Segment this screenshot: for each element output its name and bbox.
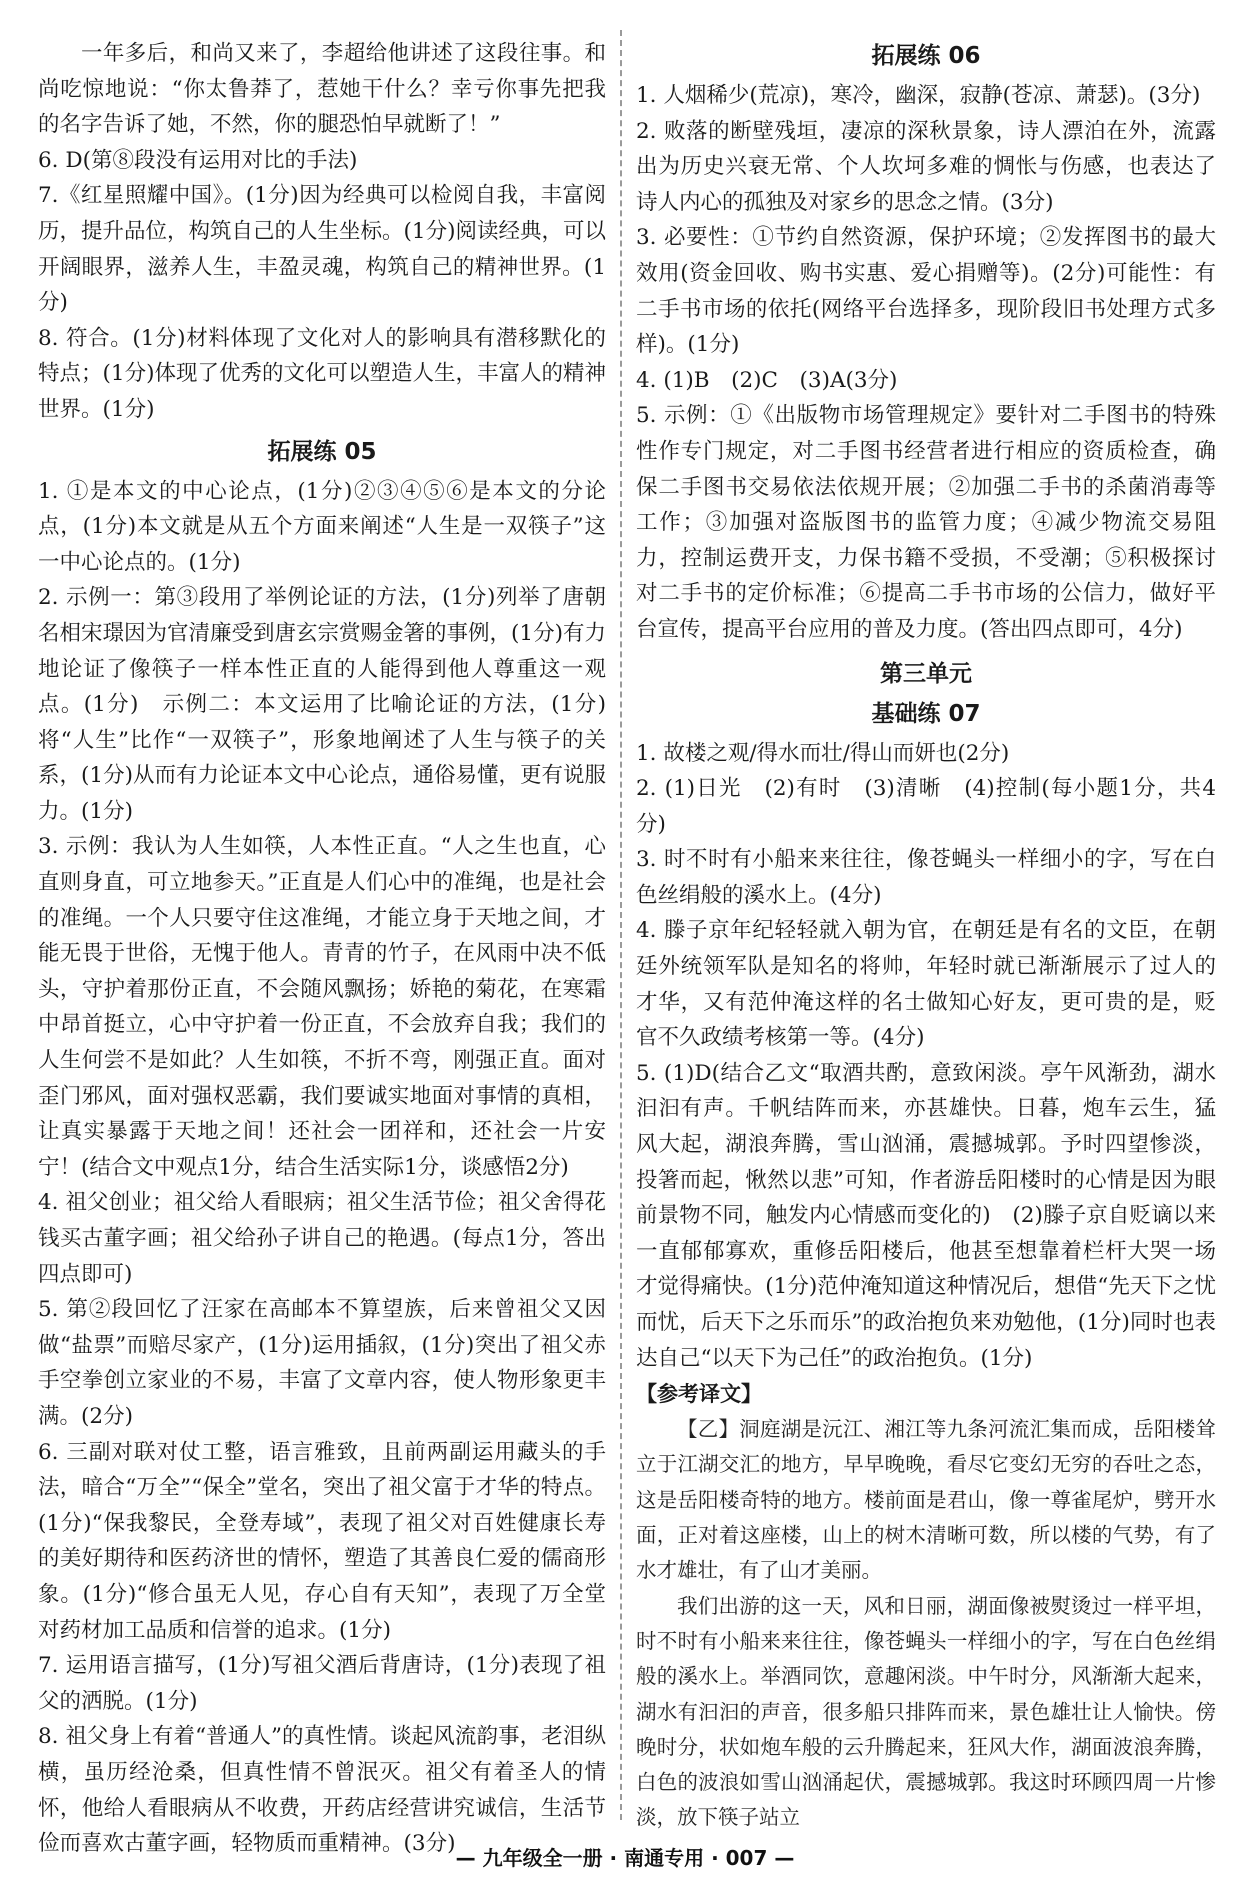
unit-title: 第三单元 [880,660,972,687]
answer-item: 5. (1)D(结合乙文“取酒共酌，意致闲淡。亭午风渐劲，湖水汩汩有声。千帆结阵而来，亦甚雄快。日暮，炮车云生，猛风大起，湖浪奔腾，雪山汹涌，震撼城郭。予时四望惨淡，投箸而起，愀然以悲”可知，作者游岳阳楼时的心情是因为眼前景物不同，触发内心情感而变化的) (2)滕子京自贬谪以来一直郁郁寡欢，重修岳阳楼后，他甚至想靠着栏杆大哭一场才觉得痛快。(1分)范仲淹知道这种情况后，想借“先天下之忧而忧，后天下之乐而乐”的政治抱负来劝勉他，(1分)同时也表达自己“以天下为己任”的政治抱负。(1分) [636,1060,1216,1371]
right-column [636,36,1216,1836]
section-title: 基础练 07 [871,700,981,727]
answer-item: 1. 人烟稀少(荒凉)，寒冷，幽深，寂静(苍凉、萧瑟)。(3分) [636,83,1201,108]
answer-item: 8. 符合。(1分)材料体现了文化对人的影响具有潜移默化的特点；(1分)体现了优秀的文化可以塑造人生，丰富人的精神世界。(1分) [38,325,606,422]
reference-translation-title: 【参考译文】 [636,1382,762,1407]
translation-paragraph: 【乙】洞庭湖是沅江、湘江等九条河流汇集而成，岳阳楼耸立于江湖交汇的地方，早早晚晚，看尽它变幻无穷的吞吐之态，这是岳阳楼奇特的地方。楼前面是君山，像一尊雀尾炉，劈开水面，正对着这座楼，山上的树木清晰可数，所以楼的气势，有了水才雄壮，有了山才美丽。 [636,1417,1216,1583]
left-column [38,36,606,1862]
answer-item: 8. 祖父身上有着“普通人”的真性情。谈起风流韵事，老泪纵横，虽历经沧桑，但真性情不曾泯灭。祖父有着圣人的情怀，他给人看眼病从不收费，开药店经营讲究诚信，生活节俭而喜欢古董字画，轻物质而重精神。(3分) [38,1724,606,1857]
answer-item: 3. 时不时有小船来来往往，像苍蝇头一样细小的字，写在白色丝绢般的溪水上。(4分) [636,847,1216,908]
section-title: 拓展练 06 [871,43,981,69]
answer-item: 6. 三副对联对仗工整，语言雅致，且前两副运用藏头的手法，暗合“万全”“保全”堂名，突出了祖父富于才华的特点。(1分)“保我黎民，全登寿域”，表现了祖父对百姓健康长寿的美好期待和医药济世的情怀，塑造了其善良仁爱的儒商形象。(1分)“修合虽无人见，存心自有天知”，表现了万全堂对药材加工品质和信誉的追求。(1分) [38,1439,606,1643]
translation-paragraph: 我们出游的这一天，风和日丽，湖面像被熨烫过一样平坦，时不时有小船来来往往，像苍蝇头一样细小的字，写在白色丝绢般的溪水上。举酒同饮，意趣闲淡。中午时分，风渐渐大起来，湖水有汩汩的声音，很多船只排阵而来，景色雄壮让人愉快。傍晚时分，状如炮车般的云升腾起来，狂风大作，湖面波浪奔腾，白色的波浪如雪山汹涌起伏，震撼城郭。我这时环顾四周一片惨淡，放下筷子站立 [636,1593,1216,1830]
answer-item: 3. 示例：我认为人生如筷，人本性正直。“人之生也直，心直则身直，可立地参天。”正直是人们心中的准绳，也是社会的准绳。一个人只要守住这准绳，才能立身于天地之间，才能无畏于世俗，无愧于他人。青青的竹子，在风雨中决不低头，守护着那份正直，不会随风飘扬；娇艳的菊花，在寒霜中昂首挺立，心中守护着一份正直，不会放弃自我；我们的人生何尝不是如此？人生如筷，不折不弯，刚强正直。面对歪门邪风，面对强权恶霸，我们要诚实地面对事情的真相，让真实暴露于天地之间！还社会一团祥和，还社会一片安宁！(结合文中观点1分，结合生活实际1分，谈感悟2分) [38,834,606,1180]
answer-item: 4. (1)B (2)C (3)A(3分) [636,367,898,393]
page-footer: — 九年级全一册 · 南通专用 · 007 — [455,1846,795,1870]
answer-item: 6. D(第⑧段没有运用对比的手法) [38,147,358,173]
answer-item: 2. 败落的断壁残垣，凄凉的深秋景象，诗人漂泊在外，流露出为历史兴衰无常、个人坎坷多难的惆怅与伤感，也表达了诗人内心的孤独及对家乡的思念之情。(3分) [636,118,1216,215]
answer-item: 5. 示例：①《出版物市场管理规定》要针对二手图书的特殊性作专门规定，对二手图书经营者进行相应的资质检查，确保二手图书交易依法依规开展；②加强二手书的杀菌消毒等工作；③加强对盗版图书的监管力度；④减少物流交易阻力，控制运费开支，力保书籍不受损，不受潮；⑤积极探讨对二手书的定价标准；⑥提高二手书市场的公信力，做好平台宣传，提高平台应用的普及力度。(答出四点即可，4分) [636,403,1216,642]
column-divider [620,30,622,1820]
section-title: 拓展练 05 [267,438,377,465]
answer-item: 1. ①是本文的中心论点，(1分)②③④⑤⑥是本文的分论点，(1分)本文就是从五个方面来阐述“人生是一双筷子”这一中心论点的。(1分) [38,478,606,575]
answer-item: 4. 祖父创业；祖父给人看眼病；祖父生活节俭；祖父舍得花钱买古董字画；祖父给孙子讲自己的艳遇。(每点1分，答出四点即可) [38,1190,606,1287]
answer-item: 5. 第②段回忆了汪家在高邮本不算望族，后来曾祖父又因做“盐票”而赔尽家产，(1分)运用插叙，(1分)突出了祖父赤手空拳创立家业的不易，丰富了文章内容，使人物形象更丰满。(2分) [38,1297,606,1429]
story-text: 一年多后，和尚又来了，李超给他讲述了这段往事。和尚吃惊地说：“你太鲁莽了，惹她干什么？幸亏你事先把我的名字告诉了她，不然，你的腿恐怕早就断了！” [38,41,606,138]
answer-item: 4. 滕子京年纪轻轻就入朝为官，在朝廷是有名的文臣，在朝廷外统领军队是知名的将帅，年轻时就已渐渐展示了过人的才华，又有范仲淹这样的名士做知心好友，更可贵的是，贬官不久政绩考核第一等。(4分) [636,918,1216,1051]
answer-item: 7. 运用语言描写，(1分)写祖父酒后背唐诗，(1分)表现了祖父的洒脱。(1分) [38,1653,606,1714]
answer-item: 3. 必要性：①节约自然资源，保护环境；②发挥图书的最大效用(资金回收、购书实惠、爱心捐赠等)。(2分)可能性：有二手书市场的依托(网络平台选择多，现阶段旧书处理方式多样)。(1分) [636,225,1216,358]
answer-item: 2. (1)日光 (2)有时 (3)清晰 (4)控制(每小题1分，共4分) [636,776,1216,837]
answer-item: 1. 故楼之观/得水而壮/得山而妍也(2分) [636,740,1010,766]
answer-item: 7.《红星照耀中国》。(1分)因为经典可以检阅自我，丰富阅历，提升品位，构筑自己的人生坐标。(1分)阅读经典，可以开阔眼界，滋养人生，丰盈灵魂，构筑自己的精神世界。(1分) [38,183,606,316]
answer-item: 2. 示例一：第③段用了举例论证的方法，(1分)列举了唐朝名相宋璟因为官清廉受到唐玄宗赏赐金箸的事例，(1分)有力地论证了像筷子一样本性正直的人能得到他人尊重这一观点。(1分) 示例二：本文运用了比喻论证的方法，(1分)将“人生”比作“一双筷子”，形象地阐述了人生与筷子的关系，(1分)从而有力论证本文中心论点，通俗易懂，更有说服力。(1分) [38,585,606,824]
